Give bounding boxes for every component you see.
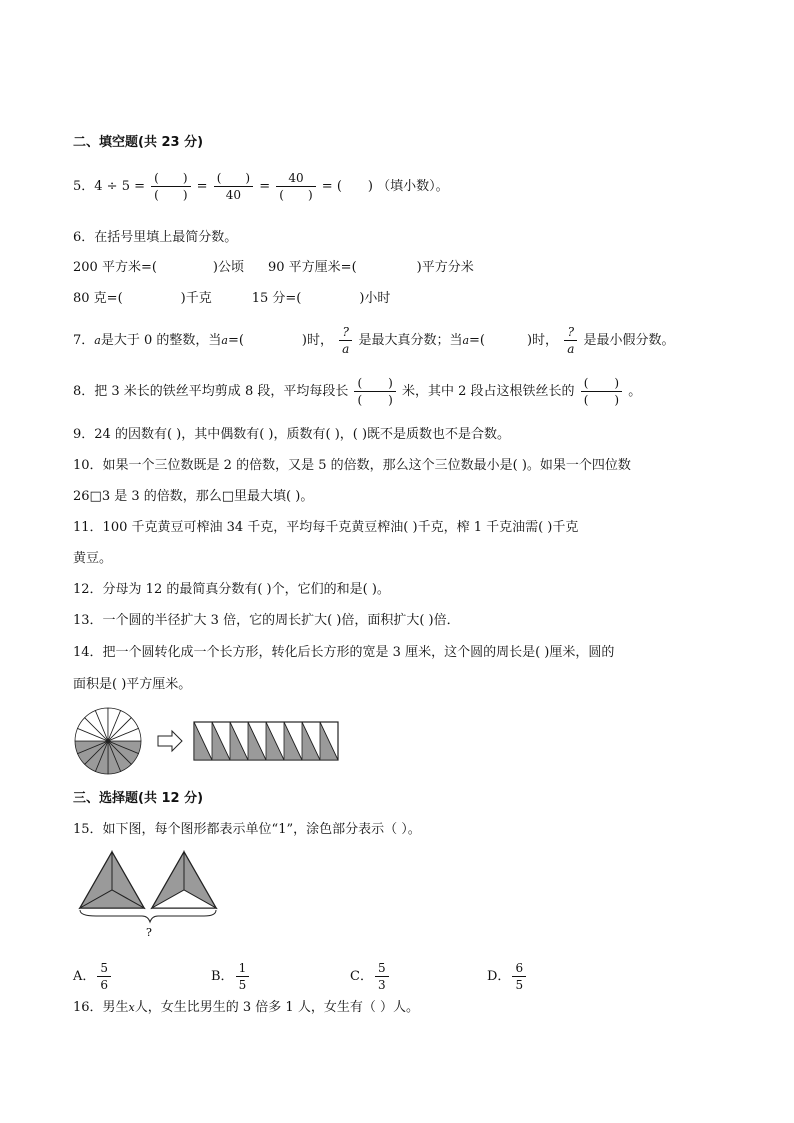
question-5: 5．4 ÷ 5 = $\frac{( )}{( )}$ = $\frac{( )}{40}$ = $\frac{40}{( )}$ = ( ) （填小数）。 [73,171,449,202]
question-14-line-2: 面积是( )平方厘米。 [73,677,192,692]
question-7: 7．a是大于 0 的整数，当a=( )时， $\frac{?}{a}$ 是最大真分数；当a=( )时， $\frac{?}{a}$ 是最小假分数。 [73,325,675,356]
arrow-right-icon [158,731,182,751]
q8-fraction-1: $\frac{( )}{( )}$ [354,375,395,408]
option-c[interactable]: C． $\frac{5}{3}$ [350,960,391,993]
question-12: 12．分母为 12 的最简真分数有( )个，它们的和是( )。 [73,582,390,597]
question-6: 6．在括号里填上最简分数。 [73,230,238,245]
q5-prefix: 5．4 ÷ 5 = [73,179,145,194]
question-10-line-1: 10．如果一个三位数既是 2 的倍数，又是 5 的倍数，那么这个三位数最小是( )。如果一个四位数 [73,458,631,473]
q5-fraction-3: $\frac{40}{( )}$ [276,170,315,203]
question-14-line-1: 14．把一个圆转化成一个长方形，转化后长方形的宽是 3 厘米，这个圆的周长是( )厘米，圆的 [73,645,615,660]
option-d[interactable]: D． $\frac{6}{5}$ [487,960,528,993]
question-11-line-2: 黄豆。 [73,551,113,566]
option-b[interactable]: B． $\frac{1}{5}$ [211,960,251,993]
question-11-line-1: 11．100 千克黄豆可榨油 34 千克，平均每千克黄豆榨油( )千克，榨 1 千克油需( )千克 [73,520,579,535]
question-10-line-2: 26□3 是 3 的倍数，那么□里最大填( )。 [73,489,314,504]
brace [80,910,216,922]
q5-suffix: （填小数）。 [377,179,449,194]
question-13: 13．一个圆的半径扩大 3 倍，它的周长扩大( )倍，面积扩大( )倍． [73,613,460,628]
triangle-right [152,852,216,908]
section-3-title: 三、选择题(共 12 分) [73,791,204,806]
triangle-left [80,852,144,908]
q7-fraction-2: $\frac{?}{a}$ [564,324,577,357]
q8-fraction-2: $\frac{( )}{( )}$ [581,375,622,408]
triangle-figure [76,850,226,940]
question-6-row-2: 80 克=( )千克 15 分=( )小时 [73,291,391,306]
question-15: 15．如下图，每个图形都表示单位“1”，涂色部分表示（ ）。 [73,822,421,837]
circle-sectors [75,708,141,774]
question-9: 9．24 的因数有( )，其中偶数有( )，质数有( )，( )既不是质数也不是合数。 [73,427,511,442]
question-6-row-1: 200 平方米=( )公顷 90 平方厘米=( )平方分米 [73,260,474,275]
question-8: 8．把 3 米长的铁丝平均剪成 8 段，平均每段长 $\frac{( )}{( )}$ 米，其中 2 段占这根铁丝长的 $\frac{( )}{( )}$ 。 [73,376,642,407]
option-a[interactable]: A． $\frac{5}{6}$ [73,960,113,993]
q5-fraction-1: $\frac{( )}{( )}$ [151,170,190,203]
q7-fraction-1: $\frac{?}{a}$ [339,324,352,357]
circle-to-rectangle-figure [72,705,342,775]
section-2-title: 二、填空题(共 23 分) [73,135,204,150]
q5-fraction-2: $\frac{( )}{40}$ [214,170,253,203]
question-16: 16．男生x人，女生比男生的 3 倍多 1 人，女生有（ ）人。 [73,1000,419,1015]
question-mark: ? [146,926,152,939]
rectangle-strip [194,722,338,760]
